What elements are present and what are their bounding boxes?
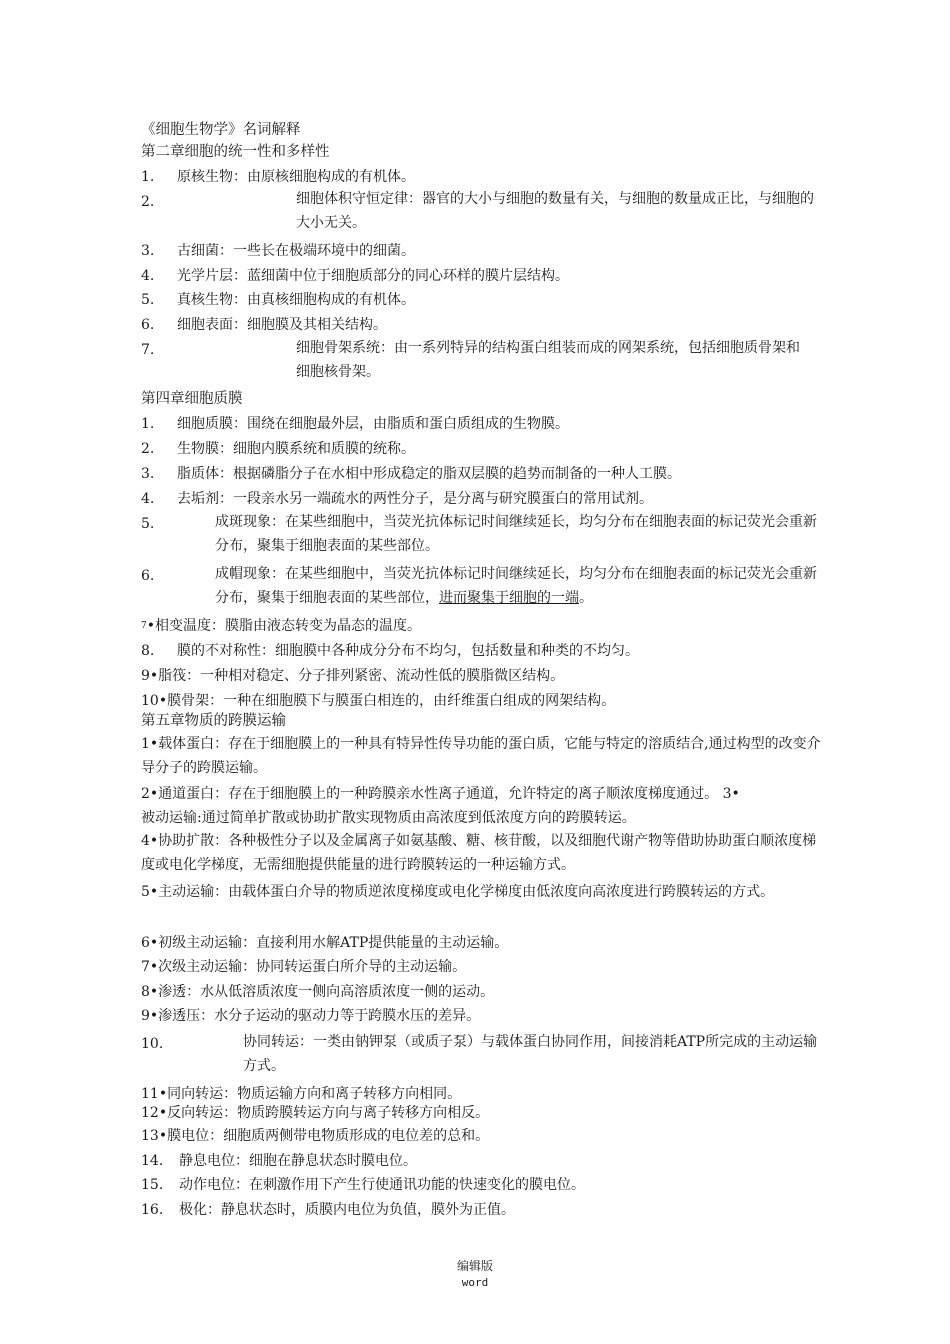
list-item-number: 6.	[141, 317, 155, 333]
list-item-text: •渗透压：水分子运动的驱动力等于跨膜水压的差异。	[149, 1008, 481, 1024]
list-item-text: •初级主动运输：直接利用水解ATP提供能量的主动运输。	[149, 935, 509, 951]
list-item-number: 4.	[141, 491, 155, 507]
list-item: 脂质体：根据磷脂分子在水相中形成稳定的脂双层膜的趋势而制备的一种人工膜。	[177, 466, 681, 482]
list-item	[141, 983, 494, 1001]
list-item-text: •通道蛋白：存在于细胞膜上的一种跨膜亲水性离子通道，允许特定的离子顺浓度梯度通过。 3•	[149, 786, 740, 802]
list-item-text: •相变温度：膜脂由液态转变为晶态的温度。	[146, 618, 421, 634]
chapter-5-heading: 第五章物质的跨膜运输	[141, 713, 286, 729]
list-item	[141, 667, 564, 685]
list-item	[141, 880, 821, 904]
list-item-number: 16.	[141, 1202, 164, 1218]
list-item-number: 9	[141, 1008, 150, 1024]
list-item-text: •同向转运：物质运输方向和离子转移方向相同。	[158, 1086, 462, 1102]
list-item: 真核生物：由真核细胞构成的有机体。	[177, 292, 415, 308]
list-item-number: 1	[141, 736, 150, 752]
list-item-number: 8	[141, 984, 150, 1000]
list-item-number: 10	[141, 693, 159, 709]
list-item-text: •主动运输：由载体蛋白介导的物质逆浓度梯度或电化学梯度由低浓度向高浓度进行跨膜转运的方式。	[149, 884, 775, 900]
list-item	[215, 562, 821, 610]
list-item-number: 1.	[141, 169, 155, 185]
list-item	[141, 732, 821, 780]
list-item	[141, 1007, 480, 1025]
list-item: 被动运输:通过简单扩散或协助扩散实现物质由高浓度到低浓度方向的跨膜转运。	[141, 810, 636, 826]
list-item-number: 7.	[141, 342, 155, 358]
list-item-number: 3.	[141, 243, 155, 259]
list-item-number: 5.	[141, 292, 155, 308]
list-item	[141, 1127, 489, 1145]
list-item-text: •脂筏：一种相对稳定、分子排列紧密、流动性低的膜脂微区结构。	[149, 668, 565, 684]
list-item	[141, 1104, 489, 1122]
list-item-number: 1.	[141, 416, 155, 432]
underlined-phrase: 进而聚集于细胞的一端	[439, 590, 579, 606]
list-item: 光学片层：蓝细菌中位于细胞质部分的同心环样的膜片层结构。	[177, 268, 569, 284]
list-item: 动作电位：在刺激作用下产生行使通讯功能的快速变化的膜电位。	[179, 1177, 585, 1193]
list-item: 古细菌：一些长在极端环境中的细菌。	[177, 243, 415, 259]
list-item-number: 2.	[141, 441, 155, 457]
list-item-text: •膜骨架：一种在细胞膜下与膜蛋白相连的，由纤维蛋白组成的网架结构。	[158, 693, 616, 709]
list-item	[141, 1085, 461, 1103]
list-item-number: 14.	[141, 1153, 164, 1169]
list-item-number: 2	[141, 786, 150, 802]
list-item: 静息电位：细胞在静息状态时膜电位。	[179, 1153, 417, 1169]
list-item: 极化：静息状态时，质膜内电位为负值，膜外为正值。	[179, 1202, 515, 1218]
list-item-number: 5.	[141, 516, 155, 532]
list-item: 协同转运：一类由钠钾泵（或质子泵）与载体蛋白协同作用，间接消耗ATP所完成的主动运输方式。	[243, 1034, 818, 1074]
list-item: 细胞骨架系统：由一系列特异的结构蛋白组装而成的网架系统，包括细胞质骨架和细胞核骨架。	[296, 340, 800, 380]
list-item-number: 10.	[141, 1036, 164, 1052]
document-title: 《细胞生物学》名词解释	[141, 122, 301, 138]
list-item-number: 15.	[141, 1177, 164, 1193]
list-item: 膜的不对称性：细胞膜中各种成分分布不均匀，包括数量和种类的不均匀。	[177, 643, 639, 659]
chapter-4-heading: 第四章细胞质膜	[141, 391, 243, 407]
list-item	[141, 934, 508, 952]
list-item	[141, 617, 421, 635]
list-item-number: 5	[141, 884, 150, 900]
list-item-number: 2.	[141, 194, 155, 210]
list-item: 细胞质膜：围绕在细胞最外层，由脂质和蛋白质组成的生物膜。	[177, 416, 569, 432]
list-item-number: 7	[141, 621, 147, 631]
list-item-text: •次级主动运输：协同转运蛋白所介导的主动运输。	[149, 959, 467, 975]
list-item: 细胞体积守恒定律：器官的大小与细胞的数量有关，与细胞的数量成正比，与细胞的大小无关。	[296, 191, 814, 231]
list-item	[141, 785, 740, 803]
list-item	[141, 692, 615, 710]
list-item: 生物膜：细胞内膜系统和质膜的统称。	[177, 441, 415, 457]
list-item-number: 4	[141, 833, 150, 849]
list-item-end: 。	[579, 590, 593, 606]
list-item-number: 7	[141, 959, 150, 975]
list-item: 成斑现象：在某些细胞中，当荧光抗体标记时间继续延长，均匀分布在细胞表面的标记荧光会重新分布，聚集于细胞表面的某些部位。	[215, 514, 817, 554]
list-item-number: 11	[141, 1086, 159, 1102]
list-item-text: •载体蛋白：存在于细胞膜上的一种具有特异性传导功能的蛋白质，它能与特定的溶质结合,通过构型的改变介导分子的跨膜运输。	[141, 736, 821, 776]
list-item-number: 3.	[141, 466, 155, 482]
list-item-number: 6	[141, 935, 150, 951]
list-item-text: •膜电位：细胞质两侧带电物质形成的电位差的总和。	[158, 1128, 490, 1144]
list-item-number: 4.	[141, 268, 155, 284]
list-item	[141, 829, 821, 877]
list-item-number: 6.	[141, 568, 155, 584]
list-item-number: 13	[141, 1128, 159, 1144]
footer-label: 编辑版	[456, 1259, 493, 1273]
list-item-text: •渗透：水从低溶质浓度一侧向高溶质浓度一侧的运动。	[149, 984, 495, 1000]
list-item: 去垢剂：一段亲水另一端疏水的两性分子，是分离与研究膜蛋白的常用试剂。	[177, 491, 653, 507]
list-item	[141, 958, 466, 976]
list-item-text: •反向转运：物质跨膜转运方向与离子转移方向相反。	[158, 1105, 490, 1121]
list-item-number: 9	[141, 668, 150, 684]
list-item-number: 12	[141, 1105, 159, 1121]
chapter-2-heading: 第二章细胞的统一性和多样性	[141, 144, 330, 160]
list-item: 原核生物：由原核细胞构成的有机体。	[177, 169, 415, 185]
list-item: 细胞表面：细胞膜及其相关结构。	[177, 317, 387, 333]
footer-word: word	[461, 1276, 489, 1289]
list-item-text: •协助扩散：各种极性分子以及金属离子如氨基酸、糖、核苷酸，以及细胞代谢产物等借助协助蛋白顺浓度梯度或电化学梯度，无需细胞提供能量的进行跨膜转运的一种运输方式。	[141, 833, 817, 873]
list-item-number: 8.	[141, 643, 155, 659]
list-item-text: 成帽现象：在某些细胞中，当荧光抗体标记时间继续延长，均匀分布在细胞表面的标记荧光会重新分布，聚集于细胞表面的某些部位，	[215, 566, 817, 606]
